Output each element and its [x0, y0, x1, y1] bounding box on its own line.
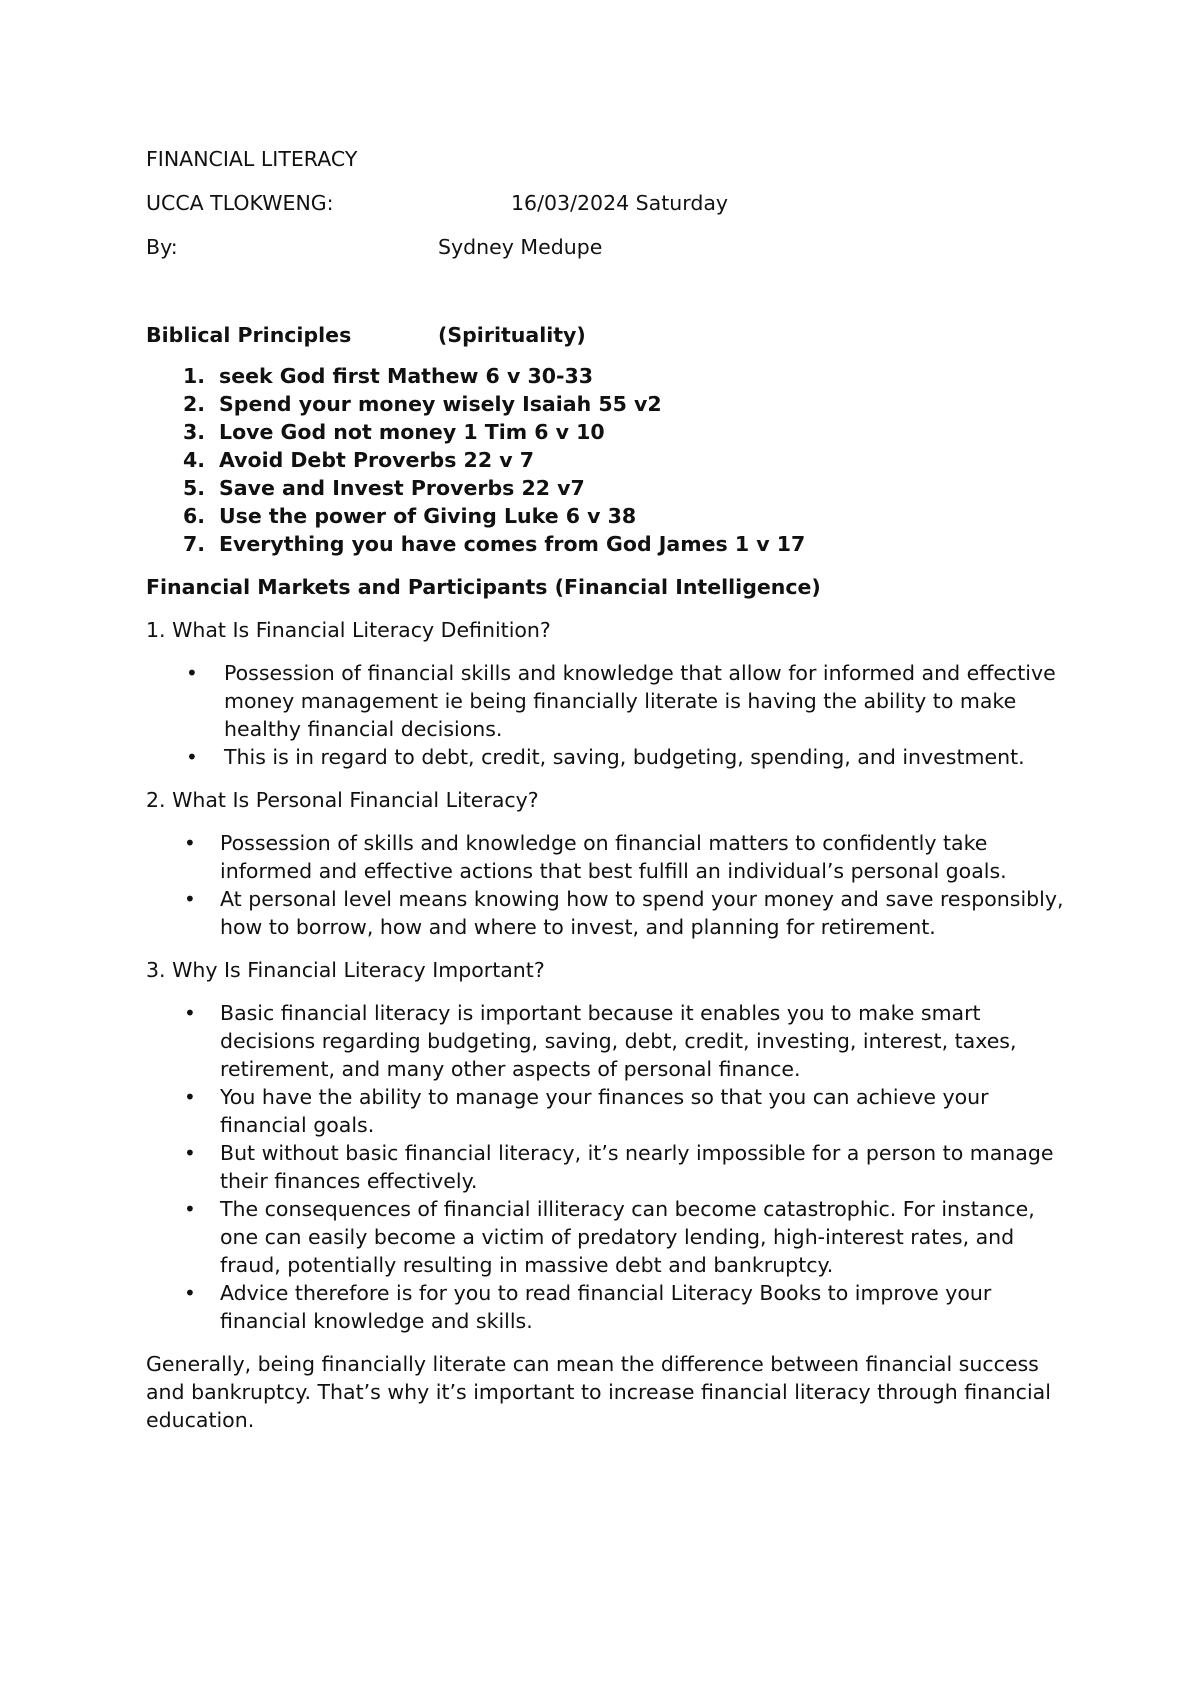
event-date: 16/03/2024 Saturday	[511, 191, 729, 215]
section-bullet-list	[146, 999, 1076, 1335]
list-item	[146, 390, 1076, 418]
bullet-text: The consequences of financial illiteracy can become catastrophic. For instance, one can easily become a victim of predatory lending, high-interest rates, and fraud, potentially resulting in massive debt and bankruptcy.	[220, 1197, 1035, 1277]
list-item-number: 4.	[183, 448, 206, 472]
bullet-item	[146, 659, 1076, 743]
bullet-text: Possession of financial skills and knowledge that allow for informed and effective money management ie being financially literate is having the ability to make healthy financial decisions.	[224, 661, 1056, 741]
bullet-text: Advice therefore is for you to read financial Literacy Books to improve your financial knowledge and skills.	[220, 1281, 992, 1333]
list-item	[146, 446, 1076, 474]
author-row	[146, 233, 1076, 261]
list-item-number: 6.	[183, 504, 206, 528]
bullet-item	[146, 999, 1076, 1083]
bullet-item	[146, 1279, 1076, 1335]
bullet-glyph: •	[186, 661, 198, 685]
bullet-text: But without basic financial literacy, it’s nearly impossible for a person to manage their finances effectively.	[220, 1141, 1054, 1193]
list-item-text: Use the power of Giving Luke 6 v 38	[219, 504, 637, 528]
list-item-number: 1.	[183, 364, 206, 388]
bullet-glyph: •	[184, 1085, 196, 1109]
bullet-glyph: •	[186, 745, 198, 769]
bullet-glyph: •	[184, 1001, 196, 1025]
bullet-item	[146, 885, 1076, 941]
list-item	[146, 474, 1076, 502]
section-question: 2. What Is Personal Financial Literacy?	[146, 788, 539, 812]
document-body	[146, 145, 1076, 1434]
bullet-text: Possession of skills and knowledge on financial matters to confidently take informed and effective actions that best fulfill an individual’s personal goals.	[220, 831, 1007, 883]
bullet-text: You have the ability to manage your finances so that you can achieve your financial goals.	[220, 1085, 989, 1137]
list-item-text: Spend your money wisely Isaiah 55 v2	[219, 392, 662, 416]
bullet-text: This is in regard to debt, credit, saving, budgeting, spending, and investment.	[224, 745, 1025, 769]
list-item-number: 7.	[183, 532, 206, 556]
section-question: 3. Why Is Financial Literacy Important?	[146, 958, 545, 982]
bullet-text: At personal level means knowing how to spend your money and save responsibly, how to borrow, how and where to invest, and planning for retirement.	[220, 887, 1064, 939]
list-item	[146, 418, 1076, 446]
biblical-heading: Biblical Principles	[146, 323, 352, 347]
list-item	[146, 530, 1076, 558]
list-item-text: seek God first Mathew 6 v 30-33	[219, 364, 594, 388]
org-date-row	[146, 189, 1076, 217]
bullet-glyph: •	[184, 887, 196, 911]
list-item-number: 3.	[183, 420, 206, 444]
list-item	[146, 502, 1076, 530]
list-item-text: Avoid Debt Proverbs 22 v 7	[219, 448, 534, 472]
bullet-item	[146, 1195, 1076, 1279]
bullet-glyph: •	[184, 1197, 196, 1221]
list-item-number: 2.	[183, 392, 206, 416]
by-label: By:	[146, 235, 178, 259]
bullet-item	[146, 743, 1076, 771]
biblical-principles-list	[146, 362, 1076, 558]
section-bullet-list	[146, 829, 1076, 941]
org-label: UCCA TLOKWENG:	[146, 191, 334, 215]
bullet-item	[146, 1139, 1076, 1195]
bullet-glyph: •	[184, 1141, 196, 1165]
section-bullet-list	[146, 659, 1076, 771]
list-item	[146, 362, 1076, 390]
list-item-text: Love God not money 1 Tim 6 v 10	[219, 420, 605, 444]
biblical-subheading: (Spirituality)	[438, 323, 586, 347]
markets-heading: Financial Markets and Participants (Financial Intelligence)	[146, 575, 821, 599]
section-question: 1. What Is Financial Literacy Definition?	[146, 618, 551, 642]
document-title: FINANCIAL LITERACY	[146, 147, 358, 171]
list-item-text: Save and Invest Proverbs 22 v7	[219, 476, 585, 500]
biblical-heading-row	[146, 321, 1076, 349]
bullet-glyph: •	[184, 831, 196, 855]
author-name: Sydney Medupe	[438, 235, 603, 259]
list-item-text: Everything you have comes from God James 1 v 17	[219, 532, 806, 556]
bullet-text: Basic financial literacy is important because it enables you to make smart decisions regarding budgeting, saving, debt, credit, investing, interest, taxes, retirement, and many other aspects of personal finance.	[220, 1001, 1017, 1081]
bullet-item	[146, 829, 1076, 885]
list-item-number: 5.	[183, 476, 206, 500]
bullet-glyph: •	[184, 1281, 196, 1305]
bullet-item	[146, 1083, 1076, 1139]
conclusion-paragraph: Generally, being financially literate can mean the difference between financial success and bankruptcy. That’s why it’s important to increase financial literacy through financial education.	[146, 1352, 1051, 1432]
